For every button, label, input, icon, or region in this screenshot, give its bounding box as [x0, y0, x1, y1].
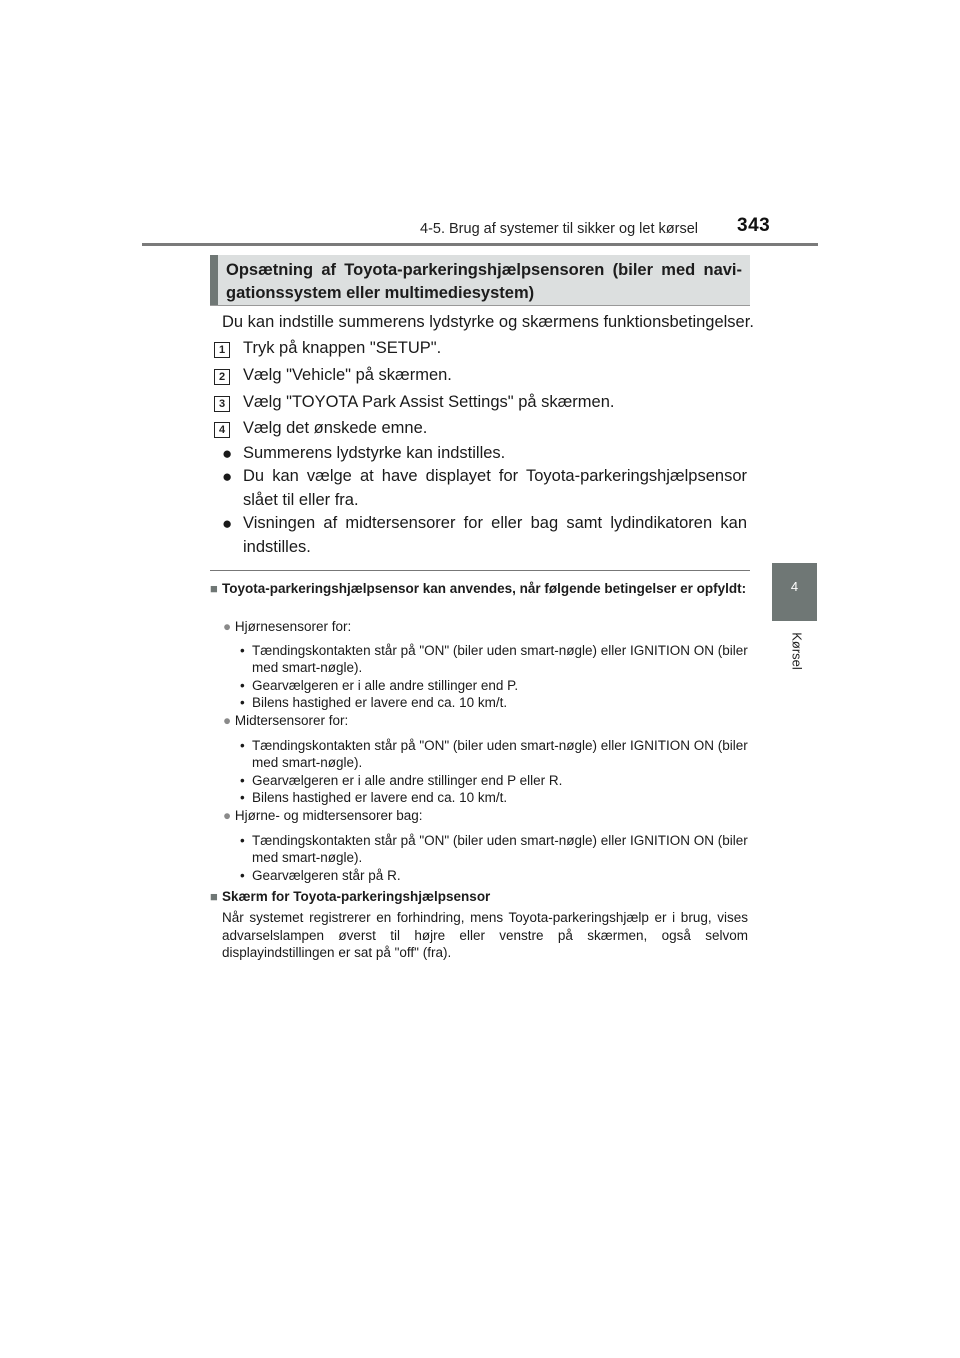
dot-icon: •: [240, 738, 245, 753]
group-label-text: Hjørne- og midtersensorer bag:: [234, 808, 423, 823]
sub-item-text: Tændingskontakten står på "ON" (biler uden smart-nøgle) eller IGNITION ON (biler med smart-nøgle).: [252, 833, 748, 865]
dot-icon: •: [240, 643, 245, 658]
screen-note-text: Når systemet registrerer en forhindring, mens Toyota-parkeringshjælp er i brug, vises advarselslampen øverst til højre eller venstre på skærmen, også selvom displayindstillingen er sat på "off" (fra).: [222, 910, 748, 960]
sub-item: [240, 772, 748, 789]
step-2: [214, 366, 754, 390]
bullet-text: Visningen af midtersensorer for eller bag samt lydindikatoren kan indstilles.: [243, 514, 747, 556]
bullet-dot-icon: ●: [222, 444, 233, 463]
step-4: [214, 419, 754, 443]
note-heading: [210, 888, 750, 905]
dot-icon: •: [240, 790, 245, 805]
note-heading-text: Skærm for Toyota-parkeringshjælpsensor: [222, 889, 491, 904]
header-section-title: 4-5. Brug af systemer til sikker og let kørsel: [420, 221, 698, 237]
sub-item-text: Gearvælgeren er i alle andre stillinger end P.: [252, 678, 519, 693]
circle-bullet-icon: ●: [223, 713, 232, 728]
sub-item-text: Tændingskontakten står på "ON" (biler uden smart-nøgle) eller IGNITION ON (biler med smart-nøgle).: [252, 738, 748, 770]
step-3: [214, 393, 754, 417]
header-rule: [142, 243, 818, 246]
bullet-item: [222, 442, 747, 466]
chapter-label: [789, 628, 805, 673]
bullet-dot-icon: ●: [222, 514, 233, 533]
step-text: Vælg det ønskede emne.: [243, 419, 428, 437]
note-heading-text: Toyota-parkeringshjælpsensor kan anvendes, når følgende betingelser er opfyldt:: [222, 581, 747, 596]
dot-icon: •: [240, 678, 245, 693]
square-bullet-icon: ■: [210, 889, 218, 904]
chapter-label-text: Kørsel: [789, 631, 805, 670]
dot-icon: •: [240, 833, 245, 848]
chapter-tab: [772, 563, 817, 621]
section-title-box: [210, 255, 750, 305]
section-intro: Du kan indstille summerens lydstyrke og skærmens funktionsbetingelser.: [222, 313, 754, 331]
sub-item: [240, 867, 748, 884]
sub-item-text: Gearvælgeren er i alle andre stillinger end P eller R.: [252, 773, 563, 788]
group-label-text: Midtersensorer for:: [234, 713, 349, 728]
step-1: [214, 339, 754, 363]
group-label: [223, 619, 351, 634]
group-label: [223, 713, 348, 728]
group-label: [223, 808, 423, 823]
page-number: 343: [737, 215, 771, 236]
bullet-text: Summerens lydstyrke kan indstilles.: [243, 444, 506, 462]
bullet-item: [222, 512, 747, 559]
sub-item-text: Tændingskontakten står på "ON" (biler uden smart-nøgle) eller IGNITION ON (biler med smart-nøgle).: [252, 643, 748, 675]
sub-item: [240, 737, 748, 771]
sub-item: [240, 694, 748, 711]
chapter-number: 4: [790, 579, 799, 594]
step-text: Vælg "Vehicle" på skærmen.: [243, 366, 452, 384]
sub-item: [240, 677, 748, 694]
dot-icon: •: [240, 773, 245, 788]
bullet-text: Du kan vælge at have displayet for Toyota-parkeringshjælpsensor slået til eller fra.: [243, 467, 747, 509]
circle-bullet-icon: ●: [223, 808, 232, 823]
note-heading: [210, 580, 750, 597]
sub-item: [240, 832, 748, 866]
step-number-badge: 4: [214, 422, 230, 438]
step-number-badge: 1: [214, 342, 230, 358]
section-rule: [210, 305, 750, 306]
sub-item-text: Gearvælgeren står på R.: [252, 868, 401, 883]
dot-icon: •: [240, 868, 245, 883]
square-bullet-icon: ■: [210, 581, 218, 596]
content-rule: [210, 570, 750, 571]
group-label-text: Hjørnesensorer for:: [234, 619, 352, 634]
sub-item: [240, 642, 748, 676]
section-title: Opsætning af Toyota-parkeringshjælpsensoren (biler med navi-gationssystem eller multimediesystem): [226, 261, 742, 302]
step-text: Vælg "TOYOTA Park Assist Settings" på skærmen.: [243, 393, 615, 411]
bullet-dot-icon: ●: [222, 467, 233, 486]
step-number-badge: 3: [214, 396, 230, 412]
circle-bullet-icon: ●: [223, 619, 232, 634]
sub-item: [240, 789, 748, 806]
step-text: Tryk på knappen "SETUP".: [243, 339, 442, 357]
dot-icon: •: [240, 695, 245, 710]
bullet-item: [222, 465, 747, 512]
sub-item-text: Bilens hastighed er lavere end ca. 10 km/t.: [252, 790, 508, 805]
sub-item-text: Bilens hastighed er lavere end ca. 10 km/t.: [252, 695, 508, 710]
step-number-badge: 2: [214, 369, 230, 385]
